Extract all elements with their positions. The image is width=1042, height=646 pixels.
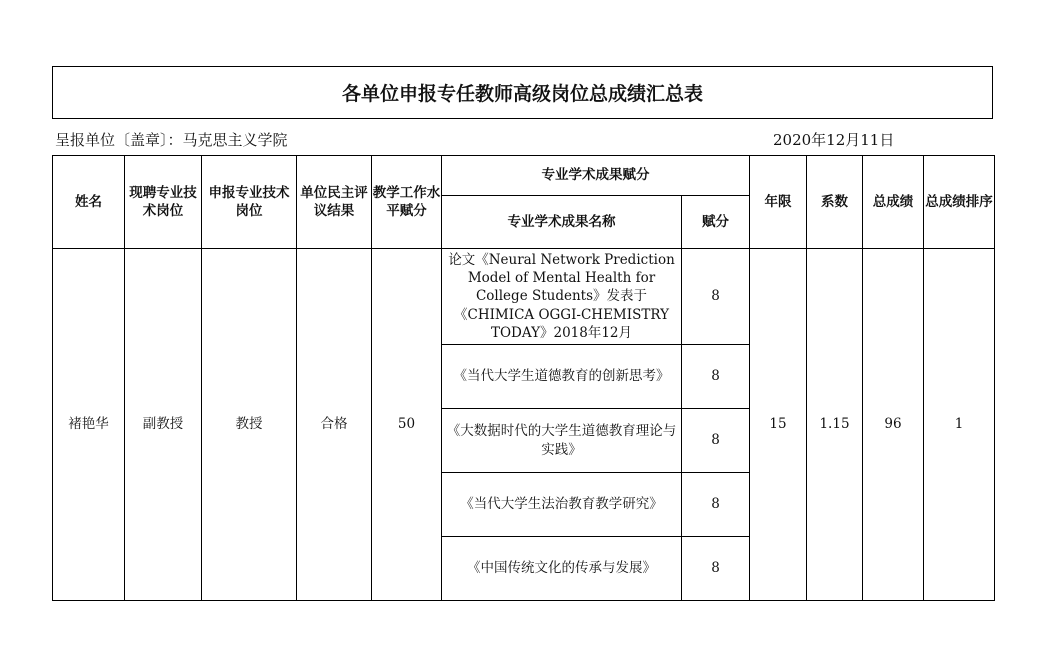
header-achievement-name: 专业学术成果名称 xyxy=(442,196,682,249)
cell-years: 15 xyxy=(750,249,807,601)
cell-current-position: 副教授 xyxy=(125,249,202,601)
cell-applied-position: 教授 xyxy=(202,249,297,601)
header-name: 姓名 xyxy=(53,156,125,249)
header-applied-position: 申报专业技术岗位 xyxy=(202,156,297,249)
cell-total: 96 xyxy=(863,249,924,601)
header-total: 总成绩 xyxy=(863,156,924,249)
achievement-score: 8 xyxy=(682,537,750,601)
header-current-position: 现聘专业技术岗位 xyxy=(125,156,202,249)
achievement-score: 8 xyxy=(682,409,750,473)
cell-coefficient: 1.15 xyxy=(807,249,863,601)
header-teaching-score: 教学工作水平赋分 xyxy=(372,156,442,249)
header-row-1 xyxy=(53,156,995,196)
header-evaluation: 单位民主评议结果 xyxy=(297,156,372,249)
header-academic-group: 专业学术成果赋分 xyxy=(442,156,750,196)
summary-table xyxy=(52,155,995,601)
header-years: 年限 xyxy=(750,156,807,249)
achievement-title: 《当代大学生道德教育的创新思考》 xyxy=(442,345,682,409)
achievement-title: 论文《Neural Network Prediction Model of Mental Health for College Students》发表于《CHIMICA OGGI-CHEMISTRY TODAY》2018年12月 xyxy=(442,249,682,345)
achievement-title: 《中国传统文化的传承与发展》 xyxy=(442,537,682,601)
achievement-score: 8 xyxy=(682,249,750,345)
cell-teaching-score: 50 xyxy=(372,249,442,601)
achievement-score: 8 xyxy=(682,473,750,537)
table-row xyxy=(53,249,995,345)
report-date: 2020年12月11日 xyxy=(773,131,895,149)
header-score: 赋分 xyxy=(682,196,750,249)
achievement-title: 《大数据时代的大学生道德教育理论与实践》 xyxy=(442,409,682,473)
achievement-title: 《当代大学生法治教育教学研究》 xyxy=(442,473,682,537)
achievement-score: 8 xyxy=(682,345,750,409)
table-title: 各单位申报专任教师高级岗位总成绩汇总表 xyxy=(52,66,993,119)
cell-evaluation: 合格 xyxy=(297,249,372,601)
header-rank: 总成绩排序 xyxy=(924,156,995,249)
reporting-unit: 呈报单位〔盖章〕：马克思主义学院 xyxy=(55,131,288,149)
cell-name: 褚艳华 xyxy=(53,249,125,601)
header-coefficient: 系数 xyxy=(807,156,863,249)
cell-rank: 1 xyxy=(924,249,995,601)
